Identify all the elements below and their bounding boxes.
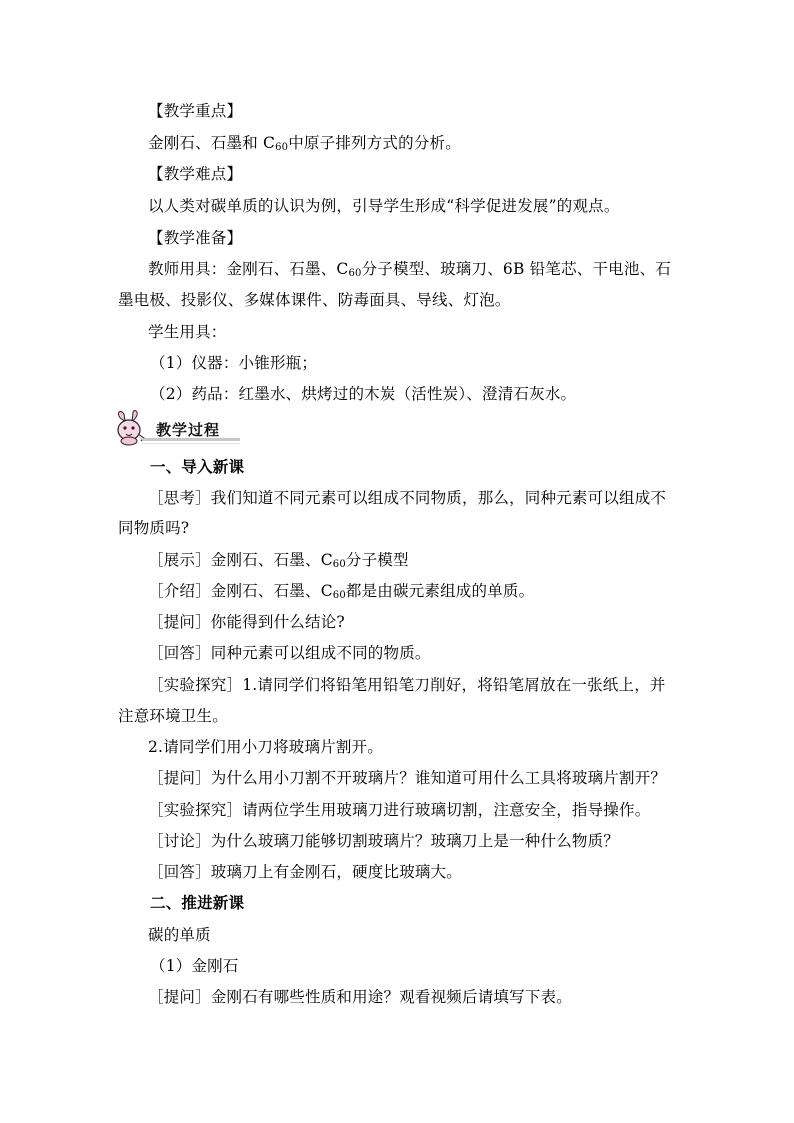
carbon-simple-line: 碳的单质 (148, 926, 211, 944)
key-points-text-a: 金刚石、石墨和 C (148, 134, 276, 152)
experiment3-line: ［实验探究］请两位学生用玻璃刀进行玻璃切割，注意安全，指导操作。 (148, 801, 651, 819)
key-points-sub: 60 (275, 142, 289, 153)
key-points-heading: 【教学重点】 (148, 102, 243, 120)
intro-a: ［介绍］金刚石、石墨、C (148, 582, 333, 600)
key-points-text-b: 中原子排列方式的分析。 (288, 134, 461, 152)
teacher-tools-line1 (148, 259, 671, 284)
show-a: ［展示］金刚石、石墨、C (148, 551, 333, 569)
preparation-heading: 【教学准备】 (148, 229, 243, 247)
show-sub: 60 (332, 559, 346, 570)
discuss-line: ［讨论］为什么玻璃刀能够切割玻璃片？玻璃刀上是一种什么物质？ (148, 832, 620, 850)
ask3-line: ［提问］金刚石有哪些性质和用途？观看视频后请填写下表。 (148, 988, 572, 1006)
intro-b: 都是由碳元素组成的单质。 (345, 582, 535, 600)
student-tools-item2: （2）药品：红墨水、烘烤过的木炭（活性炭）、澄清石灰水。 (150, 385, 577, 403)
part2-heading: 二、推进新课 (150, 893, 245, 912)
intro-sub: 60 (332, 590, 346, 601)
answer1-line: ［回答］同种元素可以组成不同的物质。 (148, 644, 431, 662)
teacher-tools-a: 教师用具：金刚石、石墨、C (148, 260, 349, 278)
student-tools-item1: （1）仪器：小锥形瓶； (150, 354, 318, 372)
part1-heading: 一、导入新课 (150, 457, 245, 476)
teacher-tools-b: 分子模型、玻璃刀、6B 铅笔芯、干电池、石 (361, 260, 671, 278)
teaching-process-banner (114, 410, 242, 446)
student-tools-label: 学生用具： (148, 323, 227, 341)
intro-line (148, 581, 534, 606)
banner-title: 教学过程 (156, 421, 221, 439)
think-line2: 同物质吗? (118, 519, 190, 537)
key-points-text (148, 133, 461, 158)
banner-underline-thin (142, 443, 240, 444)
answer2-line: ［回答］玻璃刀上有金刚石，硬度比玻璃大。 (148, 863, 463, 881)
show-b: 分子模型 (345, 551, 409, 569)
ask2-line: ［提问］为什么用小刀割不开玻璃片？谁知道可用什么工具将玻璃片割开？ (148, 769, 667, 787)
diamond-line: （1）金刚石 (150, 957, 239, 975)
experiment2-line: 2.请同学们用小刀将玻璃片割开。 (148, 738, 383, 756)
difficulties-text: 以人类对碳单质的认识为例，引导学生形成“科学促进发展”的观点。 (148, 197, 620, 215)
ask1-line: ［提问］你能得到什么结论? (148, 613, 345, 631)
teacher-tools-line2: 墨电极、投影仪、多媒体课件、防毒面具、导线、灯泡。 (118, 291, 511, 309)
teacher-tools-sub: 60 (348, 268, 362, 279)
think-line1: ［思考］我们知道不同元素可以组成不同物质，那么，同种元素可以组成不 (148, 489, 667, 507)
experiment1-line1: ［实验探究］1.请同学们将铅笔用铅笔刀削好，将铅笔屑放在一张纸上，并 (148, 676, 666, 694)
difficulties-heading: 【教学难点】 (148, 165, 243, 183)
show-line (148, 550, 409, 575)
experiment1-line2: 注意环境卫生。 (118, 707, 228, 725)
